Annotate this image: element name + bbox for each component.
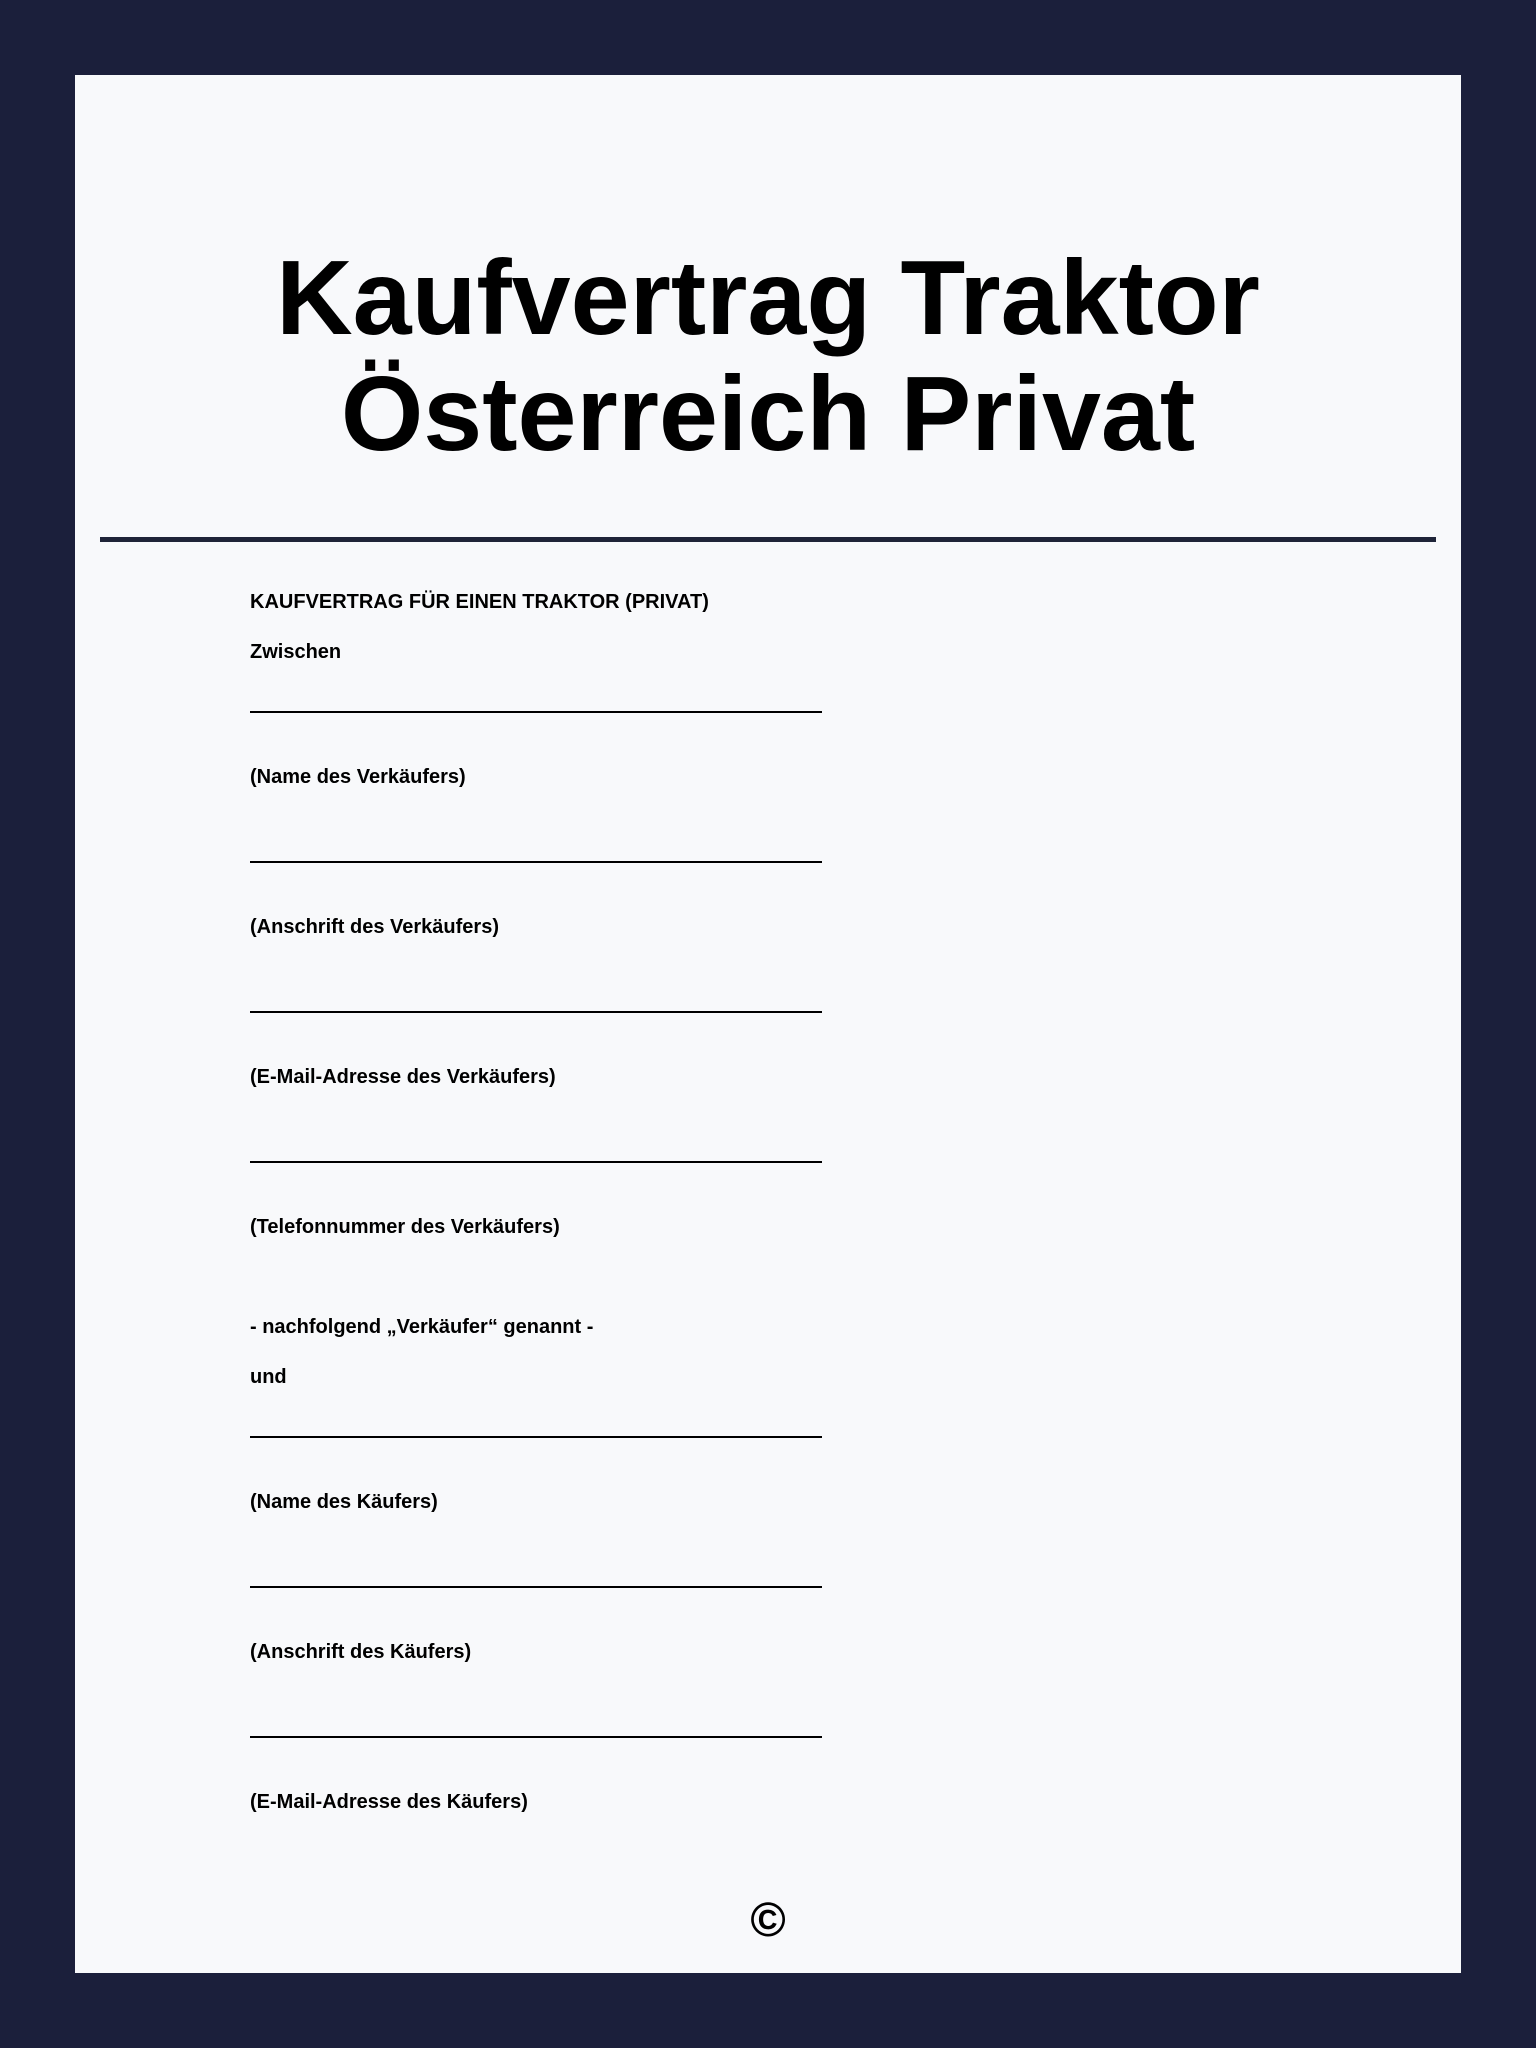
seller-phone-label: (Telefonnummer des Verkäufers) — [250, 1216, 560, 1238]
seller-name-label: (Name des Verkäufers) — [250, 766, 466, 788]
seller-designation: - nachfolgend „Verkäufer“ genannt - — [250, 1316, 594, 1338]
between-label: Zwischen — [250, 641, 342, 663]
buyer-email-field[interactable] — [250, 1736, 822, 1738]
contract-heading: KAUFVERTRAG FÜR EINEN TRAKTOR (PRIVAT) — [250, 591, 709, 613]
seller-address-label: (Anschrift des Verkäufers) — [250, 916, 499, 938]
document-page — [75, 75, 1461, 1973]
buyer-email-label: (E-Mail-Adresse des Käufers) — [250, 1791, 528, 1813]
and-label: und — [250, 1366, 287, 1388]
copyright-symbol: © — [750, 1894, 786, 1947]
buyer-name-field[interactable] — [250, 1436, 822, 1438]
buyer-address-field[interactable] — [250, 1586, 822, 1588]
title-divider — [100, 537, 1436, 542]
buyer-address-label: (Anschrift des Käufers) — [250, 1641, 472, 1663]
buyer-name-label: (Name des Käufers) — [250, 1491, 438, 1513]
seller-name-field[interactable] — [250, 711, 822, 713]
document-title-line-2: Österreich Privat — [340, 355, 1196, 473]
seller-email-label: (E-Mail-Adresse des Verkäufers) — [250, 1066, 556, 1088]
seller-email-field[interactable] — [250, 1011, 822, 1013]
seller-address-field[interactable] — [250, 861, 822, 863]
seller-phone-field[interactable] — [250, 1161, 822, 1163]
document-title — [75, 240, 1461, 472]
document-title-line-1: Kaufvertrag Traktor — [276, 239, 1260, 357]
